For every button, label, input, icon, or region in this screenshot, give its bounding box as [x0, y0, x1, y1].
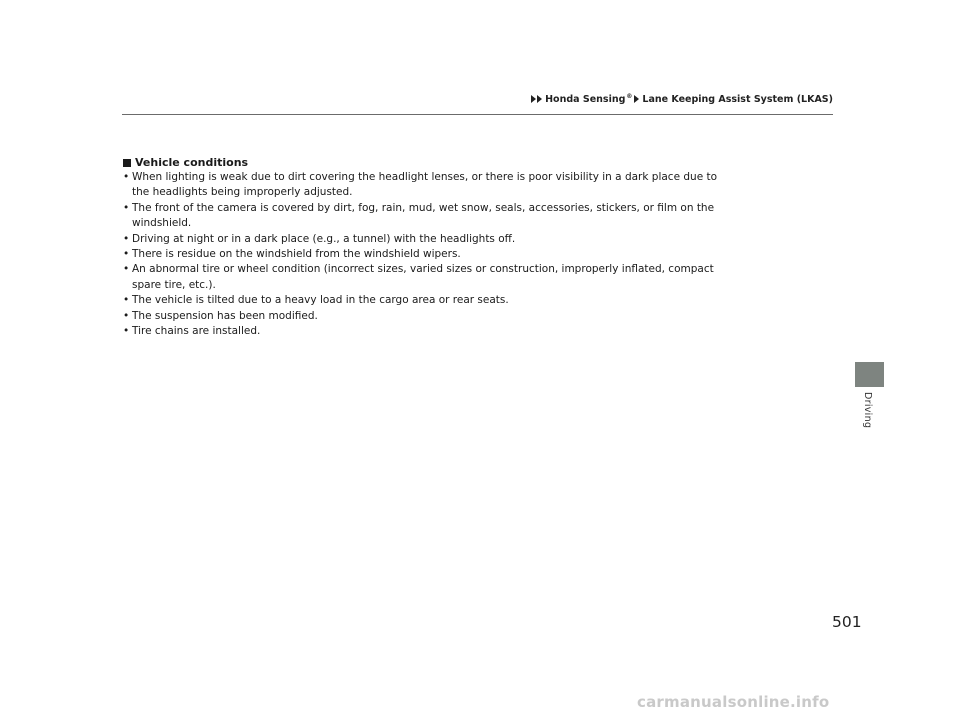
bullet-dot-icon: •: [123, 263, 130, 276]
bullet-dot-icon: •: [123, 325, 130, 338]
square-icon: [123, 159, 131, 167]
header-divider: [122, 114, 833, 115]
registered-mark: ®: [626, 93, 633, 100]
list-item: • Tire chains are installed.: [123, 324, 723, 339]
bullet-dot-icon: •: [123, 232, 130, 245]
section-heading-text: Vehicle conditions: [135, 156, 249, 169]
triangle-right-icon: [634, 95, 640, 103]
list-item: • When lighting is weak due to dirt covering the headlight lenses, or there is poor visibility in a dark place due to the headlights being improperly adjusted.: [123, 171, 718, 199]
page-number: 501: [832, 613, 862, 631]
section-heading: [123, 155, 723, 170]
breadcrumb: [531, 93, 833, 105]
breadcrumb-item-honda-sensing[interactable]: Honda Sensing®: [545, 93, 633, 106]
bullet-dot-icon: •: [123, 248, 130, 261]
bullet-dot-icon: •: [123, 294, 130, 307]
list-item: • There is residue on the windshield from the windshield wipers.: [123, 247, 723, 262]
chapter-tab[interactable]: [855, 362, 884, 387]
bullet-dot-icon: •: [123, 171, 130, 183]
bullet-list: [123, 170, 723, 339]
breadcrumb-item-lkas[interactable]: Lane Keeping Assist System (LKAS): [642, 93, 833, 105]
main-content: [123, 155, 723, 339]
watermark: carmanualsonline.info: [637, 693, 830, 711]
bullet-dot-icon: •: [123, 309, 130, 322]
list-item: • An abnormal tire or wheel condition (incorrect sizes, varied sizes or construction, improperly inflated, compact spare tire, etc.).: [123, 263, 714, 291]
list-item: • The vehicle is tilted due to a heavy load in the cargo area or rear seats.: [123, 293, 723, 308]
list-item: • Driving at night or in a dark place (e.g., a tunnel) with the headlights off.: [123, 232, 723, 247]
double-triangle-right-icon: [531, 95, 543, 103]
list-item: • The suspension has been modified.: [123, 309, 723, 324]
chapter-tab-label: Driving: [862, 392, 873, 429]
list-item: • The front of the camera is covered by dirt, fog, rain, mud, wet snow, seals, accessories, stickers, or film on the windshield.: [123, 201, 715, 230]
bullet-dot-icon: •: [123, 201, 130, 214]
